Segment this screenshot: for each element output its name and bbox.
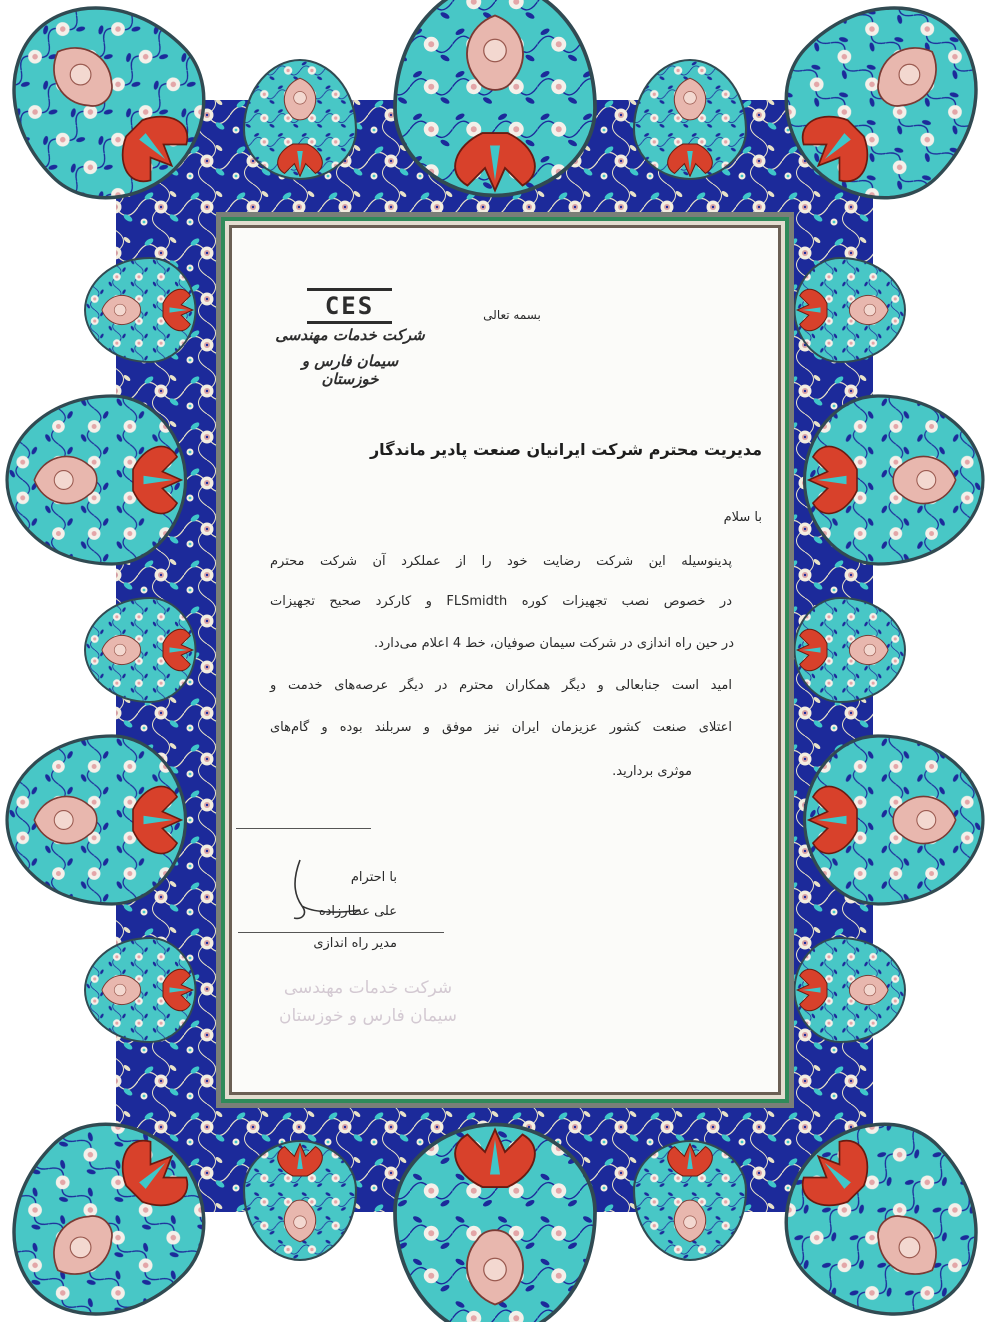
greeting: با سلام — [723, 510, 762, 525]
letterhead — [272, 288, 428, 398]
separator-line — [236, 828, 371, 829]
invocation: بسمه تعالی — [483, 308, 541, 322]
ces-logo: CES — [307, 288, 392, 324]
letter-page — [232, 228, 778, 1092]
body-line-3: در حین راه اندازی در شرکت سیمان صوفیان، خط 4 اعلام می‌دارد. — [374, 636, 734, 651]
signer-name: علی عطارزاده — [318, 904, 397, 919]
company-name-line1: شرکت خدمات مهندسی — [275, 326, 425, 344]
closing: با احترام — [350, 870, 397, 885]
company-name-line2: سیمان فارس و خوزستان — [301, 352, 399, 388]
stamp-line-1: شرکت خدمات مهندسی — [283, 978, 453, 998]
body-line-2: در خصوص نصب تجهیزات کوره FLSmidth و کارکرد صحیح تجهیزات — [270, 594, 733, 609]
body-line-1: پدینوسیله این شرکت رضایت خود را از عملکرد آن شرکت محترم — [270, 554, 732, 569]
stamp-line-2: سیمان فارس و خوزستان — [278, 1006, 458, 1026]
company-stamp — [268, 972, 468, 1042]
body-line-5: اعتلای صنعت کشور عزیزمان ایران نیز موفق و سربلند بوده و گام‌های — [270, 720, 732, 735]
body-line-6: موثری بردارید. — [612, 764, 692, 779]
signer-title: مدیر راه اندازی — [313, 936, 397, 951]
signature — [272, 856, 392, 936]
body-line-4: امید است جنابعالی و دیگر همکاران محترم در دیگر عرصه‌های خدمت و — [270, 678, 732, 693]
signature-underline — [238, 932, 444, 933]
addressee: مدیریت محترم شرکت ایرانیان صنعت پادیر ماندگار — [369, 440, 762, 459]
